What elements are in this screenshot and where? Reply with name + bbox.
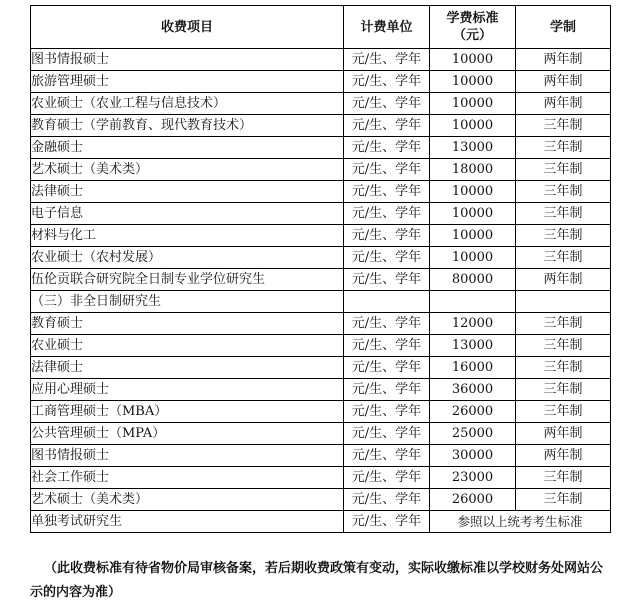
fee-cell: 10000 (430, 203, 516, 225)
item-name-cell: 单独考试研究生 (31, 511, 344, 533)
table-row (31, 93, 611, 115)
footnote: （此收费标准有待省物价局审核备案，若后期收费政策有变动，实际收缴标准以学校财务处网站公示的内容为准） (30, 561, 604, 600)
unit-cell: 元/生、学年 (344, 379, 430, 401)
unit-cell: 元/生、学年 (344, 445, 430, 467)
unit-cell: 元/生、学年 (344, 269, 430, 291)
item-name-cell: 电子信息 (31, 203, 344, 225)
table-row (31, 357, 611, 379)
duration-cell: 两年制 (516, 49, 611, 71)
table-row (31, 247, 611, 269)
table-body (31, 49, 611, 533)
unit-cell: 元/生、学年 (344, 115, 430, 137)
unit-cell: 元/生、学年 (344, 225, 430, 247)
fee-cell: 10000 (430, 49, 516, 71)
unit-cell: 元/生、学年 (344, 313, 430, 335)
item-name-cell: 农业硕士（农村发展） (31, 247, 344, 269)
duration-cell: 三年制 (516, 357, 611, 379)
table-row (31, 335, 611, 357)
item-name-cell: 法律硕士 (31, 357, 344, 379)
unit-cell: 元/生、学年 (344, 335, 430, 357)
section-title: （三）非全日制研究生 (31, 291, 344, 313)
empty-cell (516, 291, 611, 313)
unit-cell: 元/生、学年 (344, 93, 430, 115)
unit-cell: 元/生、学年 (344, 159, 430, 181)
fee-cell: 10000 (430, 225, 516, 247)
unit-cell: 元/生、学年 (344, 357, 430, 379)
fee-cell: 12000 (430, 313, 516, 335)
empty-cell (344, 291, 430, 313)
fee-cell: 16000 (430, 357, 516, 379)
header-fee-line1: 学费标准 (446, 11, 499, 26)
item-name-cell: 工商管理硕士（MBA） (31, 401, 344, 423)
item-name-cell: 旅游管理硕士 (31, 71, 344, 93)
duration-cell: 三年制 (516, 203, 611, 225)
item-name-cell: 法律硕士 (31, 181, 344, 203)
fee-cell: 25000 (430, 423, 516, 445)
empty-cell (430, 291, 516, 313)
unit-cell: 元/生、学年 (344, 423, 430, 445)
duration-cell: 三年制 (516, 489, 611, 511)
fee-cell: 13000 (430, 137, 516, 159)
fee-cell: 13000 (430, 335, 516, 357)
table-row (31, 181, 611, 203)
note-cell: 参照以上统考考生标准 (430, 511, 611, 533)
duration-cell: 两年制 (516, 269, 611, 291)
item-name-cell: 图书情报硕士 (31, 49, 344, 71)
duration-cell: 三年制 (516, 467, 611, 489)
table-row (31, 379, 611, 401)
fee-cell: 23000 (430, 467, 516, 489)
unit-cell: 元/生、学年 (344, 467, 430, 489)
item-name-cell: 材料与化工 (31, 225, 344, 247)
duration-cell: 三年制 (516, 313, 611, 335)
duration-cell: 三年制 (516, 115, 611, 137)
duration-cell: 两年制 (516, 93, 611, 115)
item-name-cell: 伍伦贡联合研究院全日制专业学位研究生 (31, 269, 344, 291)
duration-cell: 三年制 (516, 225, 611, 247)
header-item: 收费项目 (31, 6, 344, 49)
header-duration: 学制 (516, 6, 611, 49)
duration-cell: 三年制 (516, 379, 611, 401)
duration-cell: 两年制 (516, 423, 611, 445)
item-name-cell: 社会工作硕士 (31, 467, 344, 489)
unit-cell: 元/生、学年 (344, 203, 430, 225)
fee-cell: 10000 (430, 247, 516, 269)
header-row (31, 6, 611, 49)
item-name-cell: 公共管理硕士（MPA） (31, 423, 344, 445)
header-fee (430, 6, 516, 49)
duration-cell: 三年制 (516, 247, 611, 269)
item-name-cell: 教育硕士 (31, 313, 344, 335)
fee-cell: 10000 (430, 93, 516, 115)
table-row (31, 423, 611, 445)
item-name-cell: 艺术硕士（美术类） (31, 489, 344, 511)
unit-cell: 元/生、学年 (344, 511, 430, 533)
item-name-cell: 教育硕士（学前教育、现代教育技术） (31, 115, 344, 137)
item-name-cell: 图书情报硕士 (31, 445, 344, 467)
item-name-cell: 农业硕士（农业工程与信息技术） (31, 93, 344, 115)
item-name-cell: 金融硕士 (31, 137, 344, 159)
fee-cell: 10000 (430, 115, 516, 137)
table-row (31, 225, 611, 247)
fee-cell: 26000 (430, 401, 516, 423)
table-row (31, 489, 611, 511)
table-row (31, 137, 611, 159)
fee-cell: 18000 (430, 159, 516, 181)
unit-cell: 元/生、学年 (344, 137, 430, 159)
fee-cell: 30000 (430, 445, 516, 467)
fee-cell: 36000 (430, 379, 516, 401)
table-row (31, 159, 611, 181)
fee-table (30, 5, 611, 533)
duration-cell: 三年制 (516, 137, 611, 159)
unit-cell: 元/生、学年 (344, 49, 430, 71)
duration-cell: 两年制 (516, 71, 611, 93)
table-row (31, 71, 611, 93)
table-row (31, 269, 611, 291)
header-unit: 计费单位 (344, 6, 430, 49)
section-row (31, 291, 611, 313)
table-row (31, 313, 611, 335)
table-row (31, 49, 611, 71)
duration-cell: 三年制 (516, 159, 611, 181)
fee-cell: 10000 (430, 71, 516, 93)
fee-cell: 80000 (430, 269, 516, 291)
table-row (31, 203, 611, 225)
duration-cell: 三年制 (516, 335, 611, 357)
duration-cell: 三年制 (516, 401, 611, 423)
table-row (31, 401, 611, 423)
unit-cell: 元/生、学年 (344, 181, 430, 203)
table-row (31, 467, 611, 489)
item-name-cell: 农业硕士 (31, 335, 344, 357)
table-row (31, 445, 611, 467)
unit-cell: 元/生、学年 (344, 247, 430, 269)
unit-cell: 元/生、学年 (344, 71, 430, 93)
fee-cell: 26000 (430, 489, 516, 511)
unit-cell: 元/生、学年 (344, 489, 430, 511)
item-name-cell: 应用心理硕士 (31, 379, 344, 401)
unit-cell: 元/生、学年 (344, 401, 430, 423)
duration-cell: 两年制 (516, 445, 611, 467)
fee-cell: 10000 (430, 181, 516, 203)
duration-cell: 三年制 (516, 181, 611, 203)
item-name-cell: 艺术硕士（美术类） (31, 159, 344, 181)
table-row (31, 115, 611, 137)
table-row (31, 511, 611, 533)
header-fee-line2: （元） (452, 28, 492, 43)
